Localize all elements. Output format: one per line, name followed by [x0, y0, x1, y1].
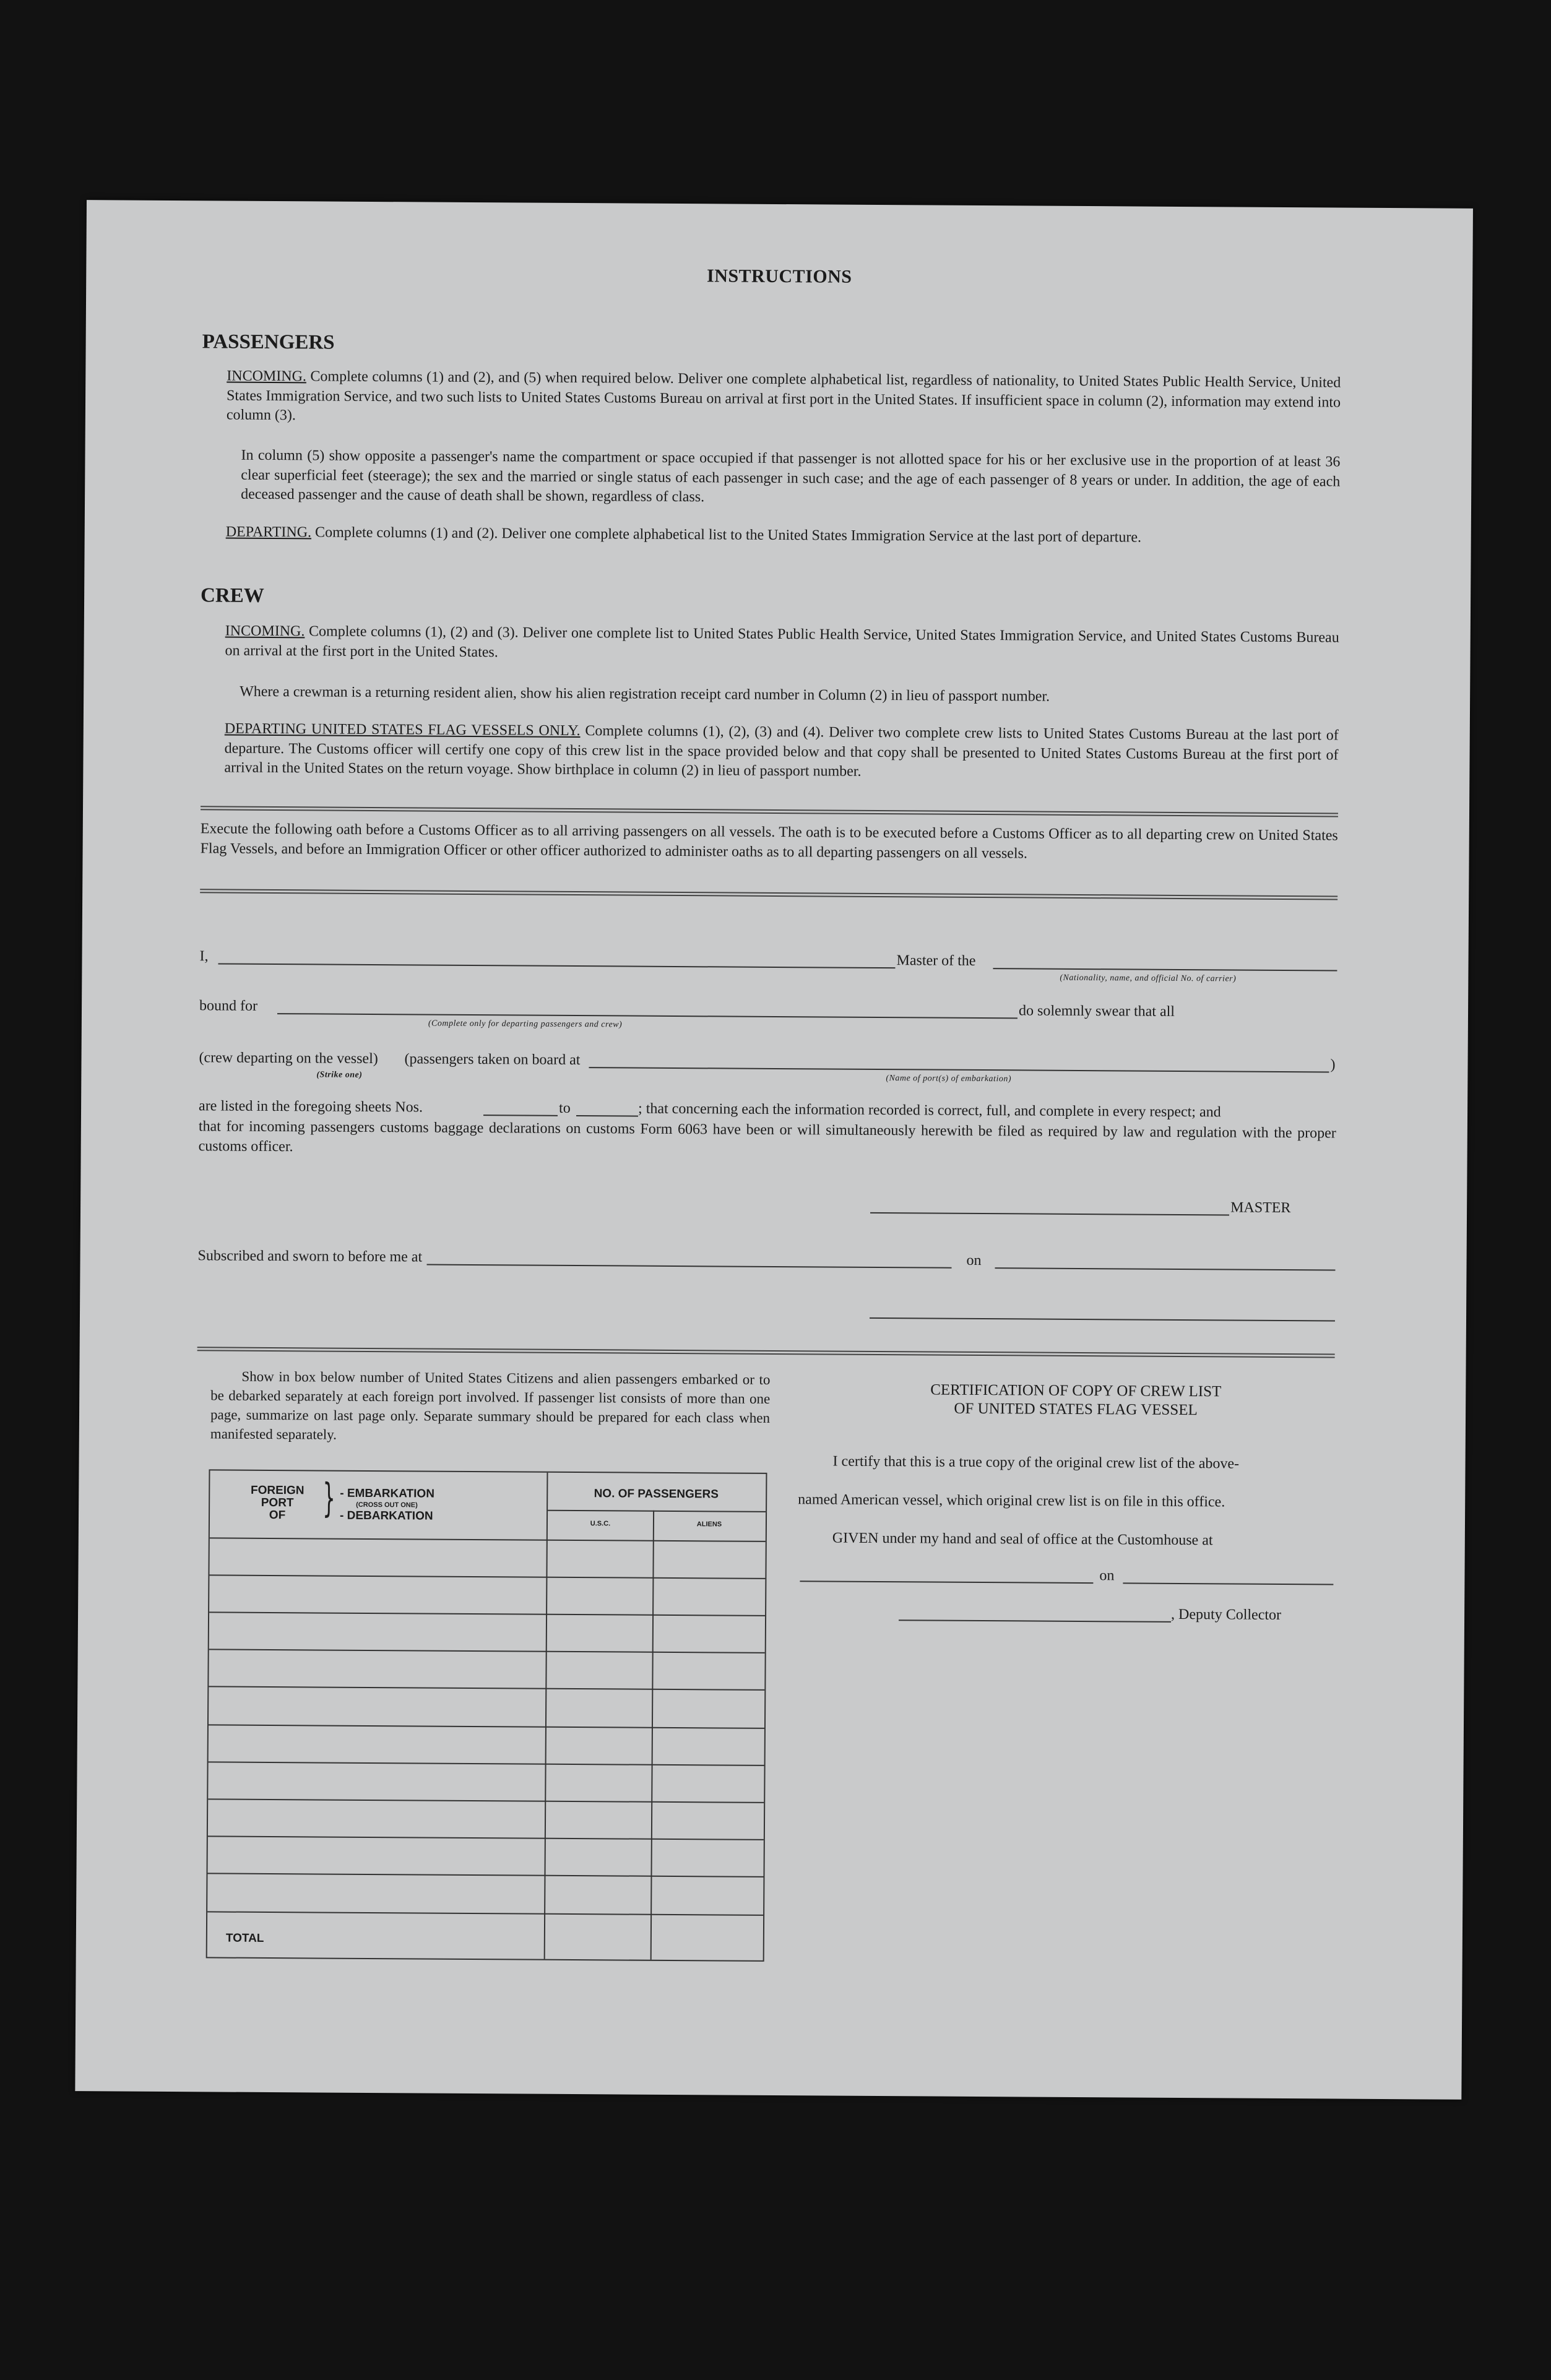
- crew-incoming-label: INCOMING.: [225, 623, 305, 640]
- passengers-incoming: [227, 367, 1341, 432]
- oath-on: on: [966, 1252, 982, 1269]
- passengers-heading: PASSENGERS: [202, 330, 335, 354]
- crew-departing-text: Complete columns (1), (2), (3) and (4). Deliver two complete crew lists to United States Customs Bureau at the last port of departure. The Customs officer will certify one copy of this crew list in the space provided below and that copy shall be presented to United States Customs Bureau at the first port of arrival in the United States on the return voyage. Show birthplace in column (2) in lieu of passport number.: [224, 723, 1339, 780]
- passengers-departing-label: DEPARTING.: [225, 524, 312, 541]
- crew-departing: [224, 720, 1339, 785]
- oath-passengers-taken: (passengers taken on board at: [404, 1051, 581, 1069]
- form-sheet: [75, 200, 1473, 2100]
- cross-out-note: (CROSS OUT ONE): [356, 1501, 418, 1509]
- col-embarkation: - EMBARKATION: [340, 1486, 435, 1501]
- carrier-caption: (Nationality, name, and official No. of carrier): [1060, 973, 1237, 984]
- crew-departing-label: DEPARTING UNITED STATES FLAG VESSELS ONLY.: [224, 720, 581, 739]
- oath-swear: do solemnly swear that all: [1018, 1002, 1175, 1020]
- certification-date-field[interactable]: [1123, 1582, 1333, 1585]
- embarkation-port-field[interactable]: [589, 1067, 1329, 1072]
- master-signature-field[interactable]: [870, 1212, 1229, 1216]
- certification-line-2: named American vessel, which original crew list is on file in this office.: [798, 1491, 1225, 1511]
- oath-instructions: Execute the following oath before a Customs Officer as to all arriving passengers on all vessels. The oath is to be executed before a Customs Officer as to all departing crew on United States Flag Vessels, and before an Immigration Officer or other officer authorized to administer oaths as to all departing passengers on all vessels.: [200, 821, 1338, 861]
- bound-for-caption: (Complete only for departing passengers and crew): [428, 1019, 623, 1030]
- bound-for-field[interactable]: [277, 1013, 1017, 1019]
- certification-on: on: [1099, 1567, 1115, 1584]
- passengers-incoming-text: Complete columns (1) and (2), and (5) when required below. Deliver one complete alphabetical list, regardless of nationality, to United States Public Health Service, United States Immigration Service, and two such lists to United States Customs Bureau on arrival at first port in the United States. If insufficient space in column (2), information may extend into column (3).: [226, 368, 1341, 424]
- certification-heading-1: CERTIFICATION OF COPY OF CREW LIST: [930, 1381, 1222, 1400]
- sworn-date-field[interactable]: [995, 1267, 1335, 1270]
- sheet-from-field[interactable]: [483, 1115, 558, 1116]
- divider: [197, 1347, 1335, 1358]
- crew-resident-alien: Where a crewman is a returning resident alien, show his alien registration receipt card number in Column (2) in lieu of passport number.: [240, 683, 1050, 705]
- divider: [201, 806, 1338, 817]
- certification-heading: [822, 1380, 1329, 1420]
- oath-subscribed: Subscribed and sworn to before me at: [197, 1248, 423, 1265]
- summary-instruction: Show in box below number of United States Citizens and alien passengers embarked or to be debarked separately at each foreign port involved. If passenger list consists of more than one page, summarize on last page only. Separate summary should be prepared for each class when manifested separately.: [210, 1368, 771, 1442]
- oath-bound-for: bound for: [199, 998, 258, 1014]
- ports-caption: (Name of port(s) of embarkation): [886, 1074, 1012, 1084]
- carrier-field[interactable]: [993, 968, 1337, 971]
- oath-master-of-the: Master of the: [896, 952, 976, 969]
- col-usc: U.S.C.: [590, 1520, 611, 1528]
- crew-incoming-text: Complete columns (1), (2) and (3). Deliver one complete list to United States Public Health Service, United States Immigration Service, and United States Customs Bureau on arrival at the first port in the United States.: [225, 623, 1339, 660]
- passenger-summary-table: [206, 1469, 767, 1961]
- passengers-column5: In column (5) show opposite a passenger's name the compartment or space occupied if that passenger is not allotted space for his or her exclusive use in the proportion of at least 36 clear superficial feet (steerage); the sex and the married or single status of each passenger in such case; and the age of each passenger of 8 years or under. In addition, the age of each deceased passenger and the cause of death shall be shown, regardless of class.: [241, 447, 1341, 506]
- col-foreign-port: FOREIGN PORT OF: [250, 1483, 305, 1522]
- divider: [200, 889, 1337, 900]
- sheet-to-field[interactable]: [576, 1115, 638, 1117]
- oath-to: to: [558, 1100, 571, 1116]
- certification-deputy: , Deputy Collector: [1171, 1606, 1282, 1623]
- oath-master: MASTER: [1230, 1199, 1291, 1217]
- col-debarkation: - DEBARKATION: [339, 1509, 433, 1523]
- col-no-passengers: NO. OF PASSENGERS: [594, 1487, 719, 1501]
- passengers-departing: [226, 523, 1340, 549]
- passengers-incoming-label: INCOMING.: [227, 368, 307, 385]
- certification-heading-2: OF UNITED STATES FLAG VESSEL: [954, 1400, 1198, 1419]
- deputy-signature-field[interactable]: [899, 1619, 1171, 1623]
- master-name-field[interactable]: [218, 963, 895, 968]
- passengers-departing-text: Complete columns (1) and (2). Deliver one complete alphabetical list to the United States Immigration Service at the last port of departure.: [315, 524, 1142, 546]
- page-title: INSTRUCTIONS: [706, 265, 852, 287]
- brace-icon: }: [322, 1475, 335, 1522]
- oath-i: I,: [199, 948, 209, 965]
- sworn-place-field[interactable]: [427, 1264, 952, 1269]
- oath-listed-2: ; that concerning each the information recorded is correct, full, and complete in every respect; and: [637, 1100, 1221, 1121]
- total-row-label: TOTAL: [225, 1931, 264, 1945]
- certification-line-3: GIVEN under my hand and seal of office at the Customhouse at: [832, 1530, 1213, 1549]
- oath-listed-3: that for incoming passengers customs baggage declarations on customs Form 6063 have been or will simultaneously herewith be filed as required by law and regulation with the proper customs officer.: [198, 1118, 1336, 1155]
- crew-heading: CREW: [201, 584, 264, 607]
- col-aliens: ALIENS: [696, 1520, 722, 1528]
- oath-close-paren: ): [1330, 1056, 1336, 1073]
- oath-crew-departing: (crew departing on the vessel): [199, 1050, 378, 1067]
- crew-incoming: [225, 622, 1339, 668]
- certification-line-1: I certify that this is a true copy of the original crew list of the above-: [832, 1453, 1240, 1472]
- strike-caption: (Strike one): [316, 1070, 363, 1080]
- customhouse-field[interactable]: [800, 1580, 1093, 1584]
- officer-signature-field[interactable]: [870, 1317, 1335, 1322]
- oath-listed-1: are listed in the foregoing sheets Nos.: [199, 1098, 423, 1116]
